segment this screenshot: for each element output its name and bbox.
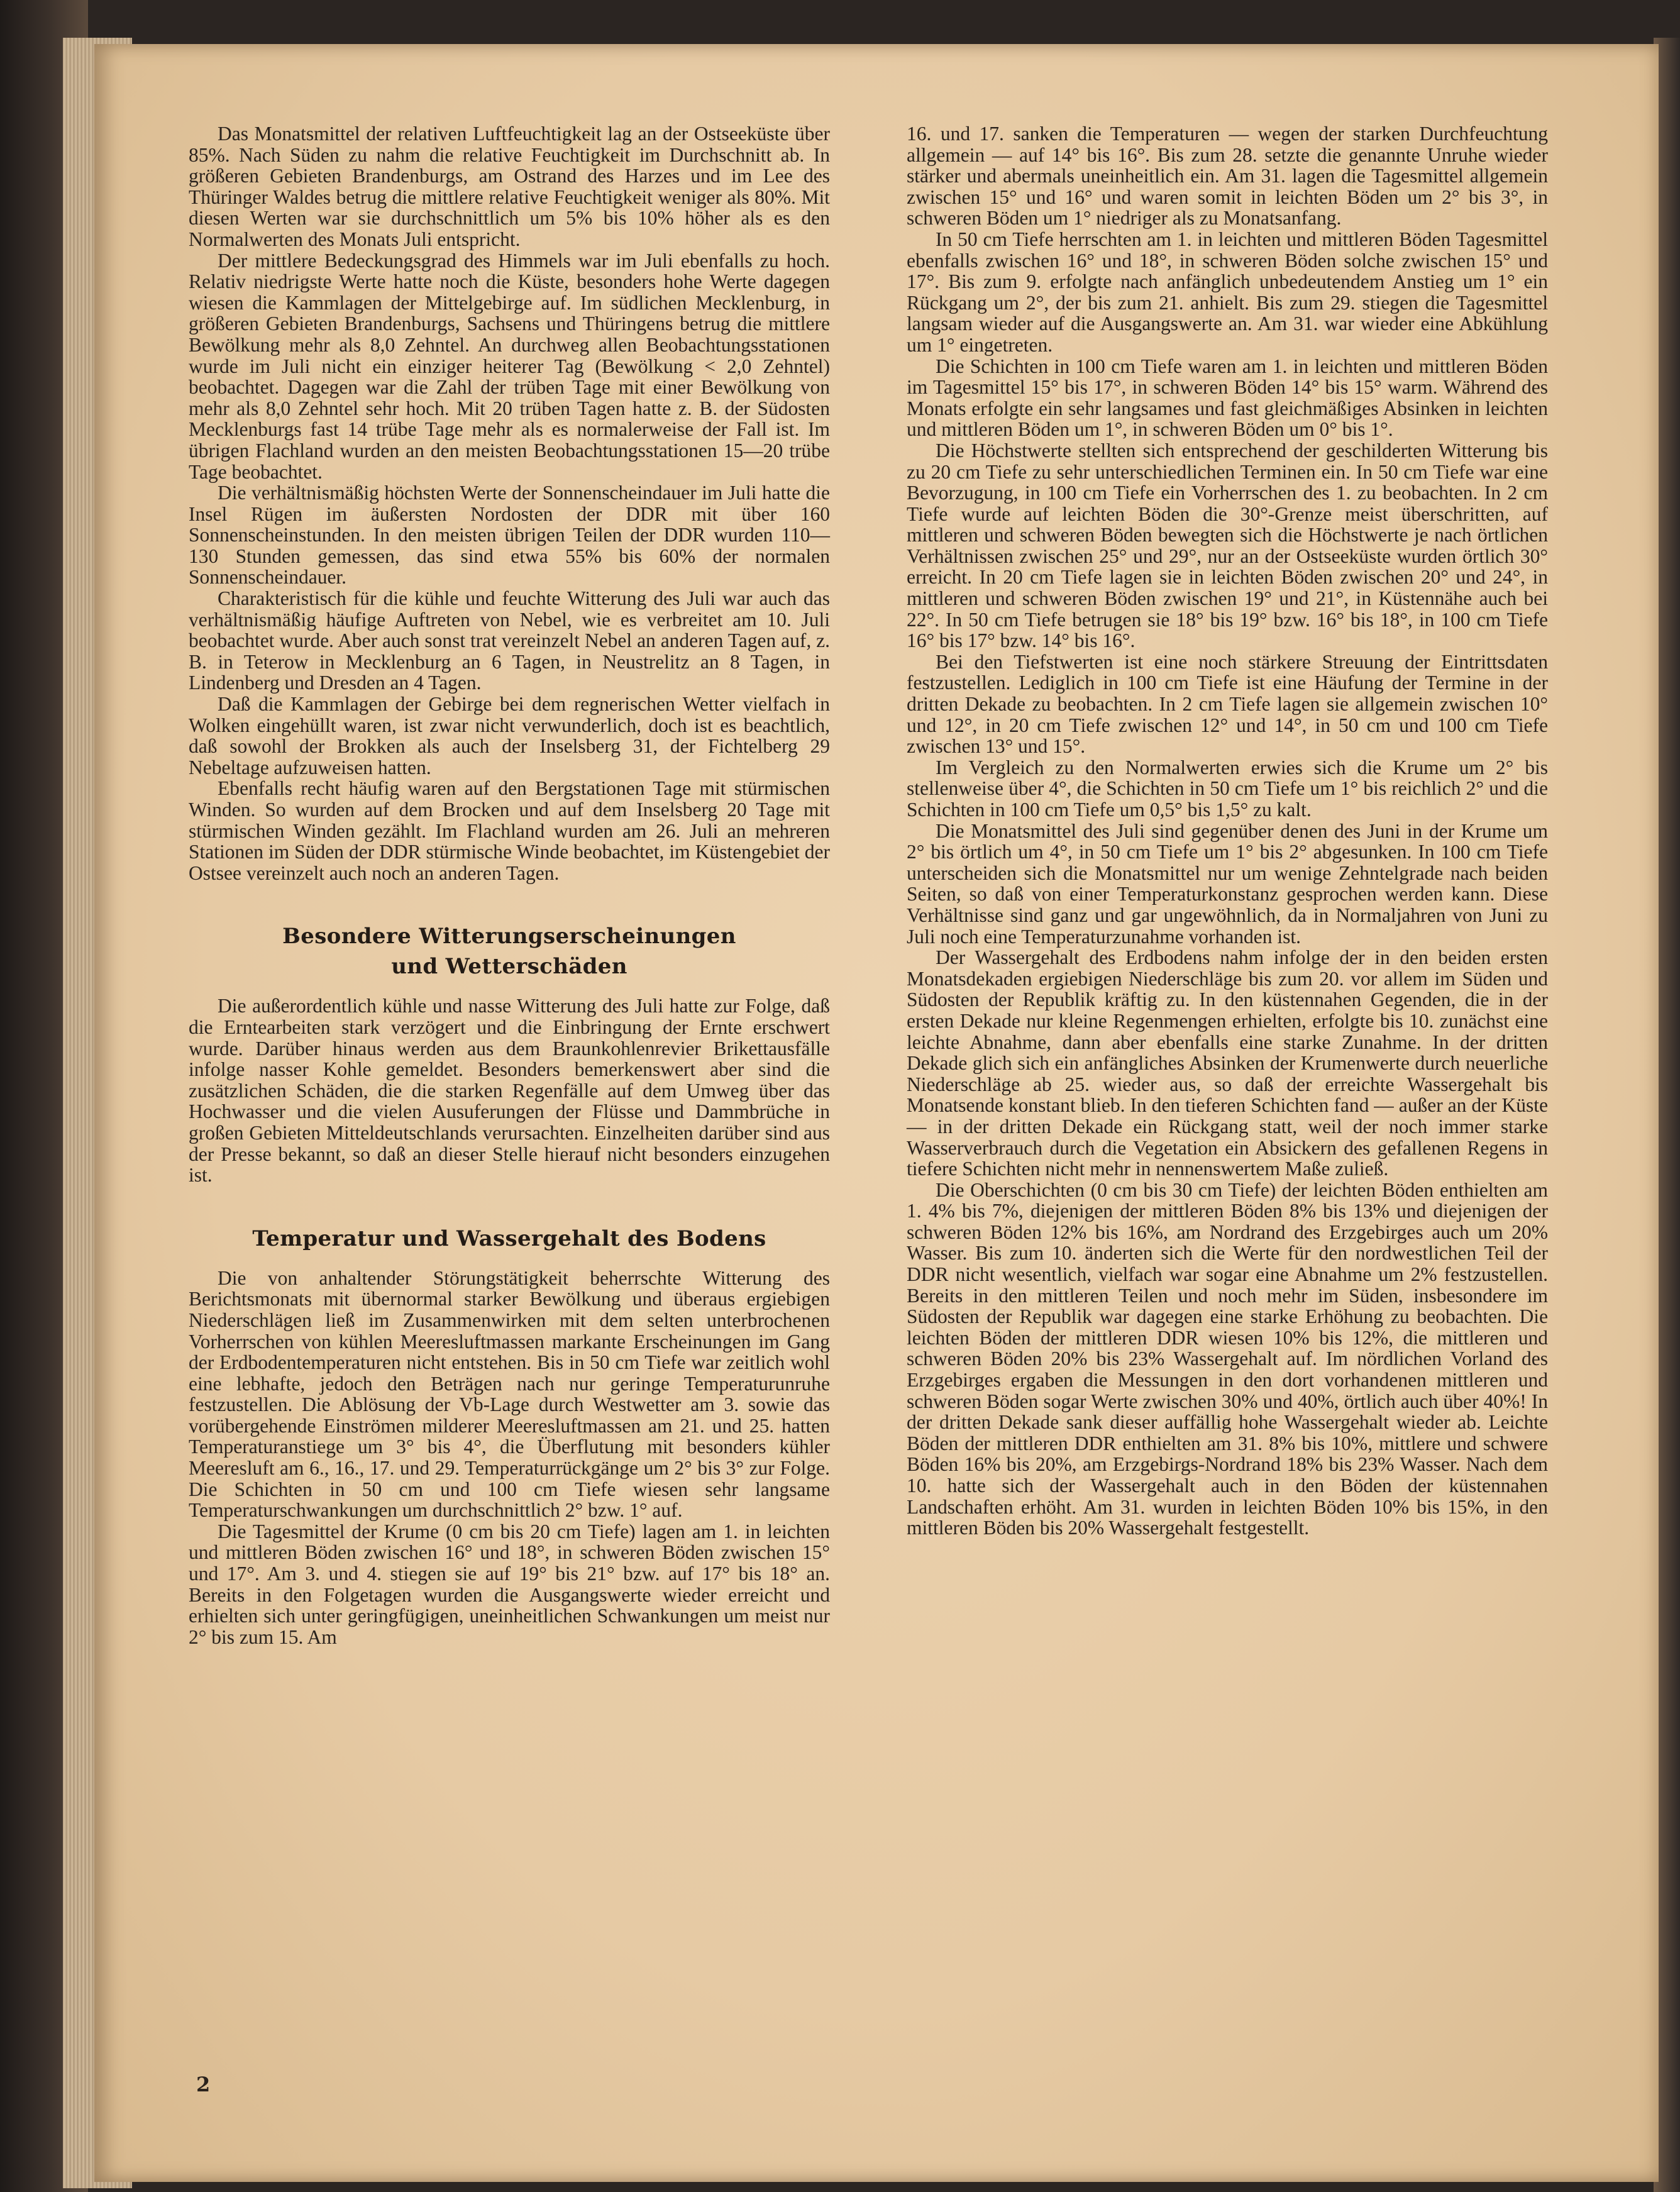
section-heading [189, 921, 830, 982]
paragraph: Die Tagesmittel der Krume (0 cm bis 20 cm Tiefe) lagen am 1. in leichten und mittleren Böden zwischen 16° und 18°, in schweren Böden zwischen 15° und 17°. Am 3. und 4. stiegen sie auf 19° bis 21° bzw. auf 17° bis 18° an. Bereits in den Folgetagen wurden die Ausgangswerte wieder erreicht und erhielten sich unter geringfügigen, uneinheitlichen Schwankungen um meist nur 2° bis zum 15. Am [189, 1520, 830, 1648]
paragraph: Der Wassergehalt des Erdbodens nahm infolge der in den beiden ersten Monatsdekaden ergiebigen Niederschläge bis zum 20. vor allem im Süden und Südosten der Republik kräftig zu. In den küstennahen Gegenden, die in der ersten Dekade nur kleine Regenmengen erhielten, erfolgte bis 10. zunächst eine leichte Abnahme, dann aber ebenfalls eine starke Zunahme. In der dritten Dekade glich sich ein anfängliches Absinken der Krumenwerte durch neuerliche Niederschläge ab 25. wieder aus, so daß der erreichte Wassergehalt bis Monatsende konstant blieb. In den tieferen Schichten fand — außer an der Küste — in der dritten Dekade ein Rückgang statt, weil der noch immer starke Wasserverbrauch durch die Vegetation ein Absickern des gefallenen Regens in tiefere Schichten nicht mehr in nennenswertem Maße zuließ. [907, 946, 1548, 1180]
heading-line: und Wetterschäden [391, 954, 627, 980]
section-heading: Temperatur und Wassergehalt des Bodens [252, 1226, 766, 1251]
paragraph: 16. und 17. sanken die Temperaturen — wegen der starken Durchfeuchtung allgemein — auf 14° bis 16°. Bis zum 28. setzte die genannte Unruhe wieder stärker und abermals uneinheitlich ein. Am 31. lagen die Tagesmittel allgemein zwischen 15° und 16° und waren somit in leichten Böden um 2° bis 3°, in schweren Böden um 1° niedriger als zu Monatsanfang. [907, 123, 1548, 230]
paragraph: In 50 cm Tiefe herrschten am 1. in leichten und mittleren Böden Tagesmittel ebenfalls zwischen 16° und 18°, in schweren Böden solche zwischen 15° und 17°. Bis zum 9. erfolgte nach anfänglich unbedeutendem Anstieg um 1° ein Rückgang um 2°, der bis zum 21. anhielt. Bis zum 29. stiegen die Tagesmittel langsam wieder auf die Ausgangswerte an. Am 31. war wieder eine Abkühlung um 1° eingetreten. [907, 228, 1548, 356]
paragraph: Die außerordentlich kühle und nasse Witterung des Juli hatte zur Folge, daß die Erntearbeiten stark verzögert und die Einbringung der Ernte erschwert wurde. Darüber hinaus werden aus dem Braunkohlenrevier Brikettausfälle infolge nasser Kohle gemeldet. Besonders bemerkenswert aber sind die zusätzlichen Schäden, die die starken Regenfälle auf dem Umweg über das Hochwasser und die vielen Ausuferungen der Flüsse und Dammbrüche in großen Gebieten Mitteldeutschlands verursachten. Einzelheiten darüber sind aus der Presse bekannt, so daß an dieser Stelle hierauf nicht besonders einzugehen ist. [189, 995, 830, 1187]
paragraph: Das Monatsmittel der relativen Luftfeuchtigkeit lag an der Ostseeküste über 85%. Nach Süden zu nahm die relative Feuchtigkeit im Durchschnitt ab. In größeren Gebieten Brandenburgs, am Ostrand des Harzes und im Lee des Thüringer Waldes betrug die mittlere relative Feuchtigkeit weniger als 80%. Mit diesen Werten war sie durchschnittlich um 5% bis 10% höher als es den Normalwerten des Monats Juli entspricht. [189, 123, 830, 250]
right-column [907, 123, 1548, 1539]
paragraph: Die verhältnismäßig höchsten Werte der Sonnenscheindauer im Juli hatte die Insel Rügen im äußersten Nordosten der DDR mit über 160 Sonnenscheinstunden. In den meisten übrigen Teilen der DDR wurden 110—130 Stunden gemessen, das sind etwa 55% bis 60% der normalen Sonnenscheindauer. [189, 482, 830, 589]
paragraph: Die Monatsmittel des Juli sind gegenüber denen des Juni in der Krume um 2° bis örtlich um 4°, in 50 cm Tiefe um 1° bis 2° abgesunken. In 100 cm Tiefe unterscheiden sich die Monatsmittel nur um wenige Zehntelgrade nach beiden Seiten, so daß von einer Temperaturkonstanz gesprochen werden kann. Diese Verhältnisse sind ganz und gar ungewöhnlich, da in Normaljahren von Juni zu Juli noch eine Temperaturzunahme vorhanden ist. [907, 819, 1548, 948]
paragraph: Der mittlere Bedeckungsgrad des Himmels war im Juli ebenfalls zu hoch. Relativ niedrigste Werte hatte noch die Küste, besonders hohe Werte dagegen wiesen die Kammlagen der Mittelgebirge auf. Im südlichen Mecklenburg, in größeren Gebieten Brandenburgs, Sachsens und Thüringens betrug die mittlere Bewölkung mehr als 8,0 Zehntel. An durchweg allen Beobachtungsstationen wurde im Juli nicht ein einziger heiterer Tag (Bewölkung < 2,0 Zehntel) beobachtet. Dagegen war die Zahl der trüben Tage mit einer Bewölkung von mehr als 8,0 Zehntel sehr hoch. Mit 20 trüben Tagen hatte z. B. der Südosten Mecklenburgs fast 14 trübe Tage mehr als es normalerweise der Fall ist. Im übrigen Flachland wurden an den meisten Beobachtungsstationen 15—20 trübe Tage beobachtet. [189, 249, 830, 483]
paragraph: Die Höchstwerte stellten sich entsprechend der geschilderten Witterung bis zu 20 cm Tiefe zu sehr unterschiedlichen Terminen ein. In 50 cm Tiefe war eine Bevorzugung, in 100 cm Tiefe ein Vorherrschen des 1. zu beobachten. In 2 cm Tiefe wurde auf leichten Böden die 30°-Grenze meist überschritten, auf mittleren und schweren Böden bewegten sich die Höchstwerte je nach örtlichen Verhältnissen zwischen 25° und 29°, nur an der Ostseeküste wurden örtlich 30° erreicht. In 20 cm Tiefe lagen sie in leichten Böden zwischen 20° und 24°, in mittleren und schweren Böden zwischen 19° und 21°, in Küstennähe auch bei 22°. In 50 cm Tiefe betrugen sie 18° bis 19° bzw. 16° bis 18°, in 100 cm Tiefe 16° bis 17° bzw. 14° bis 16°. [907, 439, 1548, 652]
left-column [189, 123, 830, 1647]
heading-line: Besondere Witterungserscheinungen [282, 924, 736, 949]
paragraph: Ebenfalls recht häufig waren auf den Bergstationen Tage mit stürmischen Winden. So wurden auf dem Brocken und auf dem Inselsberg 20 Tage mit stürmischen Winden gezählt. Im Flachland wurden am 26. Juli an mehreren Stationen im Süden der DDR stürmische Winde beobachtet, im Küstengebiet der Ostsee vereinzelt auch noch an anderen Tagen. [189, 777, 830, 884]
paragraph: Die von anhaltender Störungstätigkeit beherrschte Witterung des Berichtsmonats mit übernormal starker Bewölkung und überaus ergiebigen Niederschlägen ließ im Zusammenwirken mit dem selten unterbrochenen Vorherrschen von kühlen Meeresluftmassen markante Erscheinungen im Gang der Erdbodentemperaturen nicht entstehen. Bis in 50 cm Tiefe war zeitlich wohl eine lebhafte, jedoch den Beträgen nach nur geringe Temperaturunruhe festzustellen. Die Ablösung der Vb-Lage durch Westwetter am 3. sowie das vorübergehende Einströmen milderer Meeresluftmassen am 21. und 25. hatten Temperaturanstiege um 3° bis 4°, die Überflutung mit besonders kühler Meeresluft am 6., 16., 17. und 29. Temperaturrückgänge um 2° bis 3° zur Folge. Die Schichten in 50 cm und 100 cm Tiefe wiesen sehr langsame Temperaturschwankungen um durchschnittlich 2° bzw. 1° auf. [189, 1266, 830, 1522]
paragraph: Im Vergleich zu den Normalwerten erwies sich die Krume um 2° bis stellenweise über 4°, die Schichten in 50 cm Tiefe um 1° bis reichlich 2° und die Schichten in 100 cm Tiefe um 0,5° bis 1,5° zu kalt. [907, 756, 1548, 821]
paragraph: Bei den Tiefstwerten ist eine noch stärkere Streuung der Eintrittsdaten festzustellen. Lediglich in 100 cm Tiefe ist eine Häufung der Termine in der dritten Dekade zu beobachten. In 2 cm Tiefe lagen sie allgemein zwischen 10° und 12°, in 20 cm Tiefe zwischen 12° und 14°, in 50 cm und 100 cm Tiefe zwischen 13° und 15°. [907, 650, 1548, 758]
paragraph: Daß die Kammlagen der Gebirge bei dem regnerischen Wetter vielfach in Wolken eingehüllt waren, ist zwar nicht verwunderlich, doch ist es beachtlich, daß sowohl der Brokken als auch der Inselsberg 31, der Fichtelberg 29 Nebeltage aufzuweisen hatten. [189, 693, 830, 778]
paragraph: Die Schichten in 100 cm Tiefe waren am 1. in leichten und mittleren Böden im Tagesmittel 15° bis 17°, in schweren Böden 14° bis 15° warm. Während des Monats erfolgte ein sehr langsames und fast gleichmäßiges Absinken in leichten und mittleren Böden um 1°, in schweren Böden um 0° bis 1°. [907, 355, 1548, 441]
paragraph: Die Oberschichten (0 cm bis 30 cm Tiefe) der leichten Böden enthielten am 1. 4% bis 7%, diejenigen der mittleren Böden 8% bis 13% und diejenigen der schweren Böden 12% bis 16%, am Nordrand des Erzgebirges auch um 20% Wasser. Bis zum 10. änderten sich die Werte für den nordwestlichen Teil der DDR nicht wesentlich, vielfach war sogar eine Abnahme um 2% festzustellen. Bereits in den mittleren Teilen und noch mehr im Süden, insbesondere im Südosten der Republik war dagegen eine starke Erhöhung zu beobachten. Die leichten Böden der mittleren DDR wiesen 10% bis 12%, die mittleren und schweren Böden 20% bis 23% Wassergehalt auf. Im nördlichen Vorland des Erzgebirges ergaben die Messungen in den dort vorhandenen mittleren und schweren Böden sogar Werte zwischen 30% und 40%, örtlich auch über 40%! In der dritten Dekade sank dieser auffällig hohe Wassergehalt wieder ab. Leichte Böden der mittleren DDR enthielten am 31. 8% bis 10%, mittlere und schwere Böden 16% bis 20%, am Erzgebirgs-Nordrand 18% bis 23% Wasser. Nach dem 10. hatte sich der Wassergehalt auch in den Böden der küstennahen Landschaften erhöht. Am 31. wurden in leichten Böden 10% bis 15%, in den mittleren Böden bis 20% Wassergehalt festgestellt. [907, 1178, 1548, 1539]
paragraph: Charakteristisch für die kühle und feuchte Witterung des Juli war auch das verhältnismäßig häufige Auftreten von Nebel, wie es verbreitet am 10. Juli beobachtet wurde. Aber auch sonst trat vereinzelt Nebel an anderen Tagen auf, z. B. in Teterow in Mecklenburg an 6 Tagen, in Neustrelitz an 8 Tagen, in Lindenberg und Dresden an 4 Tagen. [189, 587, 830, 694]
page-number: 2 [196, 2073, 211, 2096]
